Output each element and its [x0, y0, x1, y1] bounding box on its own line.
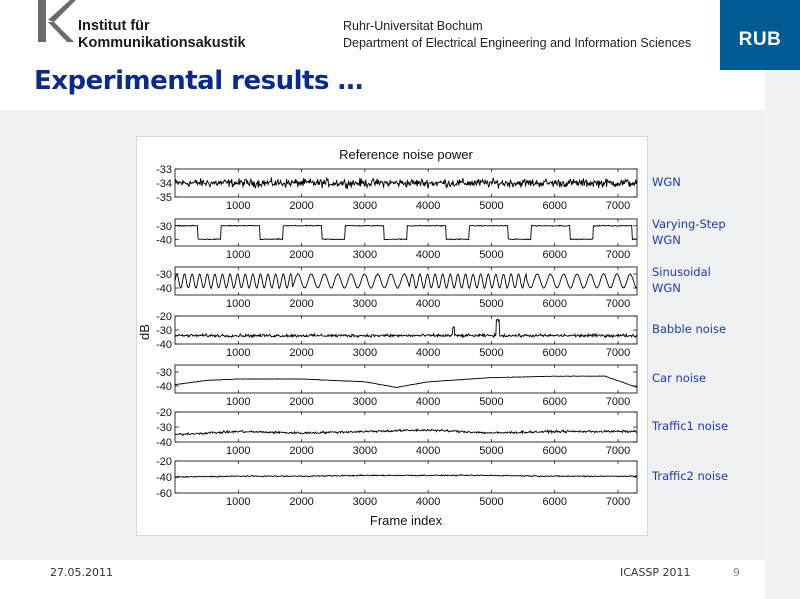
series-label-7 [652, 468, 728, 484]
x-tick-label: 5000 [479, 496, 504, 508]
x-tick-label: 4000 [415, 396, 441, 408]
y-tick-label: -40 [156, 381, 172, 393]
x-tick-label: 2000 [289, 200, 314, 212]
x-tick-label: 2000 [289, 249, 314, 261]
side-strip [765, 0, 800, 599]
x-tick-label: 5000 [479, 200, 504, 212]
x-tick-label: 2000 [289, 445, 314, 457]
x-tick-label: 3000 [352, 298, 378, 310]
x-tick-label: 7000 [605, 496, 631, 508]
chart-title: Reference noise power [339, 147, 473, 162]
series-label-line: Traffic1 noise [652, 419, 729, 433]
y-tick-label: -30 [156, 269, 172, 281]
slide-title: Experimental results … [34, 66, 363, 96]
panel-frame [175, 316, 637, 344]
y-tick-label: -33 [156, 164, 172, 176]
y-tick-label: -40 [156, 437, 172, 449]
x-tick-label: 3000 [352, 200, 378, 212]
x-tick-label: 1000 [226, 347, 251, 359]
series-label-1 [652, 174, 681, 190]
institute-logo [30, 0, 260, 58]
noise-power-figure [136, 136, 648, 536]
series-label-line: Traffic2 noise [652, 469, 729, 483]
x-tick-label: 3000 [352, 445, 378, 457]
y-axis-label: dB [137, 324, 152, 340]
series-label-line: Babble noise [652, 322, 727, 336]
x-tick-label: 3000 [352, 496, 378, 508]
y-tick-label: -35 [156, 192, 172, 204]
x-tick-label: 7000 [605, 347, 631, 359]
y-tick-label: -20 [156, 311, 172, 323]
x-tick-label: 6000 [542, 249, 567, 261]
y-tick-label: -20 [156, 407, 172, 419]
x-tick-label: 2000 [289, 347, 314, 359]
x-tick-label: 1000 [226, 445, 251, 457]
university-name: Ruhr-Universitat Bochum [343, 19, 483, 33]
x-tick-label: 5000 [479, 396, 504, 408]
series-label-line: Sinusoidal [652, 265, 711, 279]
x-tick-label: 2000 [289, 298, 314, 310]
noise-power-chart [137, 137, 647, 535]
y-tick-label: -40 [156, 283, 172, 295]
series-label-5 [652, 370, 706, 386]
x-tick-label: 7000 [605, 249, 631, 261]
institute-name-line2: Kommunikationsakustik [78, 35, 246, 51]
x-tick-label: 3000 [352, 347, 378, 359]
x-tick-label: 7000 [605, 396, 631, 408]
x-tick-label: 7000 [605, 445, 631, 457]
x-tick-label: 2000 [289, 496, 314, 508]
x-tick-label: 5000 [479, 249, 504, 261]
panel-frame [175, 219, 637, 246]
ika-logo-mark-icon [30, 0, 76, 44]
x-tick-label: 6000 [542, 347, 567, 359]
y-tick-label: -40 [156, 472, 172, 484]
x-tick-label: 7000 [605, 298, 631, 310]
x-tick-label: 6000 [542, 200, 567, 212]
x-tick-label: 1000 [226, 249, 251, 261]
x-tick-label: 5000 [479, 298, 504, 310]
x-tick-label: 4000 [415, 249, 441, 261]
y-tick-label: -34 [156, 178, 172, 190]
y-tick-label: -30 [156, 422, 172, 434]
series-label-line: WGN [652, 232, 681, 247]
x-tick-label: 6000 [542, 396, 567, 408]
institute-name-line1: Institut für [78, 18, 150, 34]
y-tick-label: -30 [156, 325, 172, 337]
series-label-line: Varying-Step [652, 216, 726, 231]
x-tick-label: 1000 [226, 298, 251, 310]
x-tick-label: 3000 [352, 249, 378, 261]
footer-date: 27.05.2011 [50, 566, 113, 579]
x-tick-label: 1000 [226, 200, 251, 212]
rub-logo: RUB [720, 0, 800, 70]
page-number: 9 [733, 566, 740, 579]
panel-frame [175, 461, 637, 493]
series-label-line: WGN [652, 175, 681, 189]
y-tick-label: -60 [156, 488, 172, 500]
y-tick-label: -30 [156, 220, 172, 233]
x-tick-label: 7000 [605, 200, 631, 212]
x-tick-label: 4000 [415, 445, 441, 457]
x-axis-label: Frame index [369, 513, 443, 528]
x-tick-label: 4000 [415, 347, 441, 359]
x-tick-label: 4000 [415, 496, 441, 508]
x-tick-label: 5000 [479, 347, 504, 359]
series-label-4 [652, 321, 726, 337]
x-tick-label: 3000 [352, 396, 378, 408]
y-tick-label: -20 [156, 456, 172, 468]
y-tick-label: -40 [156, 234, 172, 247]
series-label-line: Car noise [652, 371, 707, 385]
y-tick-label: -40 [156, 339, 172, 351]
department-name: Department of Electrical Engineering and Information Sciences [343, 36, 692, 50]
series-label-line: WGN [652, 281, 681, 295]
series-label-3 [652, 264, 711, 296]
x-tick-label: 4000 [415, 298, 441, 310]
x-tick-label: 6000 [542, 298, 567, 310]
x-tick-label: 6000 [542, 496, 567, 508]
x-tick-label: 4000 [415, 200, 441, 212]
y-tick-label: -30 [156, 367, 172, 379]
footer-conference: ICASSP 2011 [620, 566, 691, 579]
x-tick-label: 5000 [479, 445, 504, 457]
series-label-2 [652, 216, 726, 248]
x-tick-label: 2000 [289, 396, 314, 408]
x-tick-label: 6000 [542, 445, 567, 457]
panel-frame [175, 267, 637, 295]
panel-frame [175, 412, 637, 442]
x-tick-label: 1000 [226, 396, 251, 408]
x-tick-label: 1000 [226, 496, 251, 508]
series-label-6 [652, 418, 728, 434]
